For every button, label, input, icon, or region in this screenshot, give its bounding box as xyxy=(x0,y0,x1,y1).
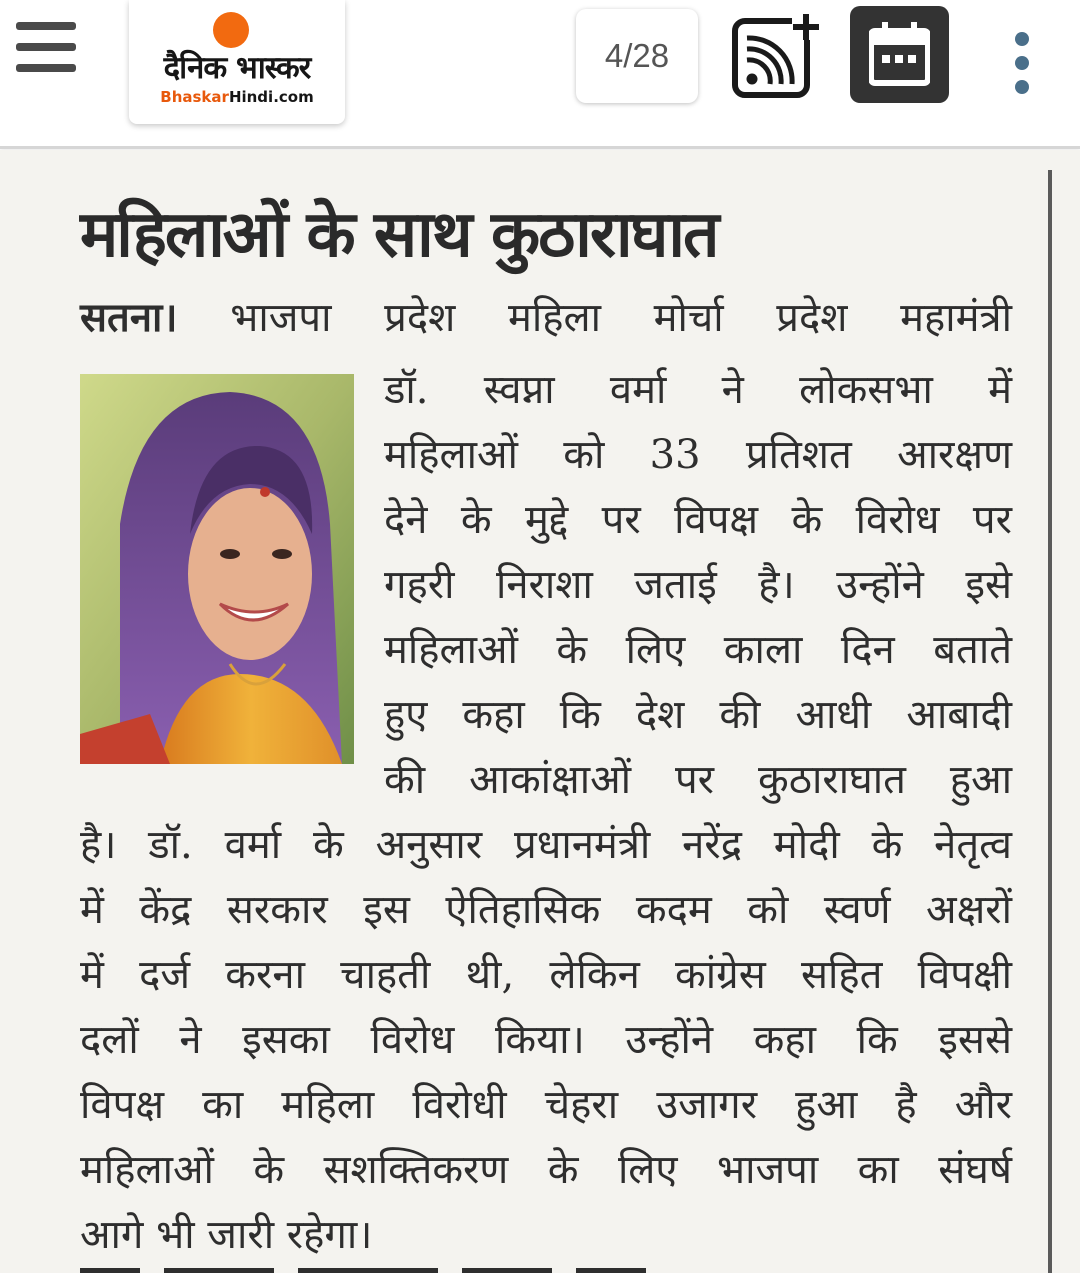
article-line-1 xyxy=(80,290,1012,346)
article-line-5: गहरी निराशा जताई है। उन्होंने इसे xyxy=(384,562,1012,608)
app-header xyxy=(0,0,1080,149)
logo-sun-icon xyxy=(213,12,249,48)
article-line-8: की आकांक्षाओं पर कुठाराघात हुआ xyxy=(384,757,1012,803)
article-line-3: महिलाओं को 33 प्रतिशत आरक्षण xyxy=(384,432,1012,478)
article-line-13: विपक्ष का महिला विरोधी चेहरा उजागर हुआ है और xyxy=(80,1082,1012,1128)
author-photo xyxy=(80,374,354,764)
article-line-9: है। डॉ. वर्मा के अनुसार प्रधानमंत्री नरेंद्र मोदी के नेतृत्व xyxy=(80,822,1012,868)
logo-subtitle-accent: Bhaskar xyxy=(160,88,229,106)
logo-subtitle xyxy=(129,88,345,106)
calendar-button[interactable] xyxy=(850,6,949,103)
article-line-10: में केंद्र सरकार इस ऐतिहासिक कदम को स्वर्ण अक्षरों xyxy=(80,887,1012,933)
article-line-7: हुए कहा कि देश की आधी आबादी xyxy=(384,692,1012,738)
column-divider xyxy=(1048,170,1052,1273)
rss-add-icon[interactable] xyxy=(732,12,820,98)
article-line-1-text: भाजपा प्रदेश महिला मोर्चा प्रदेश महामंत्री xyxy=(230,295,1013,341)
article-line-15: आगे भी जारी रहेगा। xyxy=(80,1212,373,1258)
article-line-14: महिलाओं के सशक्तिकरण के लिए भाजपा का संघर्ष xyxy=(80,1147,1012,1193)
article-line-12: दलों ने इसका विरोध किया। उन्होंने कहा कि इससे xyxy=(80,1017,1012,1063)
article-line-6: महिलाओं के लिए काला दिन बताते xyxy=(384,627,1012,673)
logo-title: दैनिक भास्कर xyxy=(163,50,311,86)
site-logo[interactable] xyxy=(129,0,345,124)
truncated-next-line xyxy=(80,1263,680,1273)
article-line-2: डॉ. स्वप्ना वर्मा ने लोकसभा में xyxy=(384,367,1012,413)
article-line-11: में दर्ज करना चाहती थी, लेकिन कांग्रेस सहित विपक्षी xyxy=(80,952,1012,998)
newspaper-clipping xyxy=(0,150,1080,1273)
article-headline: महिलाओं के साथ कुठाराघात xyxy=(80,198,718,272)
more-vertical-icon[interactable] xyxy=(1010,32,1034,96)
calendar-icon xyxy=(869,22,930,86)
hamburger-menu-icon[interactable] xyxy=(16,22,76,74)
page-counter[interactable]: 4/28 xyxy=(576,9,698,103)
logo-subtitle-rest: Hindi.com xyxy=(228,88,314,106)
article-dateline: सतना। xyxy=(80,294,178,341)
article-line-4: देने के मुद्दे पर विपक्ष के विरोध पर xyxy=(384,497,1012,543)
